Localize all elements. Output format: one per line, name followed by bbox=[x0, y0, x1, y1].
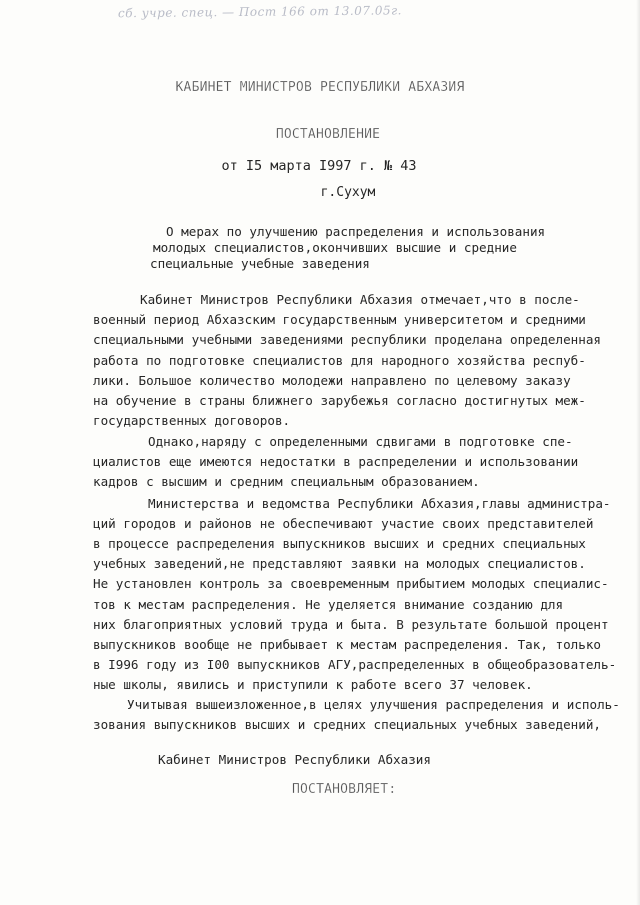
body-line: Кабинет Министров Республики Абхазия отмечает,что в после- bbox=[140, 292, 580, 307]
body-line: выпускников вообще не прибывает к местам распределения. Так, только bbox=[93, 637, 601, 652]
subject-line: молодых специалистов,окончивших высшие и средние bbox=[153, 240, 517, 255]
subject-line: О мерах по улучшению распределения и использования bbox=[166, 224, 546, 239]
body-line: лики. Большое количество молодежи направлено по целевому заказу bbox=[93, 373, 571, 388]
body-line: Министерства и ведомства Республики Абхазия,главы администра- bbox=[148, 496, 611, 511]
date-and-number: от I5 марта I997 г. № 43 bbox=[221, 158, 417, 174]
scan-edge-shadow bbox=[636, 0, 640, 905]
body-line: Однако,наряду с определенными сдвигами в подготовке спе- bbox=[148, 434, 573, 449]
body-line: Не установлен контроль за своевременным прибытием молодых специалис- bbox=[93, 576, 609, 591]
cabinet-heading: КАБИНЕТ МИНИСТРОВ РЕСПУБЛИКИ АБХАЗИЯ bbox=[175, 80, 465, 95]
body-line: тов к местам распределения. Не уделяется внимание созданию для bbox=[93, 597, 564, 612]
body-line: на обучение в страны ближнего зарубежья согласно достигнутых меж- bbox=[93, 393, 586, 408]
handwritten-note: сб. учре. спец. — Пост 166 от 13.07.05г. bbox=[117, 3, 403, 21]
body-line: работа по подготовке специалистов для народного хозяйства респуб- bbox=[93, 353, 586, 368]
body-line: в I996 году из I00 выпускников АГУ,распределенных в общеобразователь- bbox=[93, 657, 617, 672]
body-line: Учитывая вышеизложенное,в целях улучшения распределения и исполь- bbox=[127, 697, 620, 712]
city: г.Сухум bbox=[320, 185, 376, 200]
body-line: кадров с высшим и средним специальным образованием. bbox=[93, 474, 480, 489]
subject-line: специальные учебные заведения bbox=[150, 256, 370, 271]
closing-authority: Кабинет Министров Республики Абхазия bbox=[158, 752, 431, 767]
body-line: них благоприятных условий труда и быта. В результате большой процент bbox=[93, 617, 609, 632]
body-line: специальными учебными заведениями республики проделана определенная bbox=[93, 332, 601, 347]
body-line: ные школы, явились и приступили к работе всего 37 человек. bbox=[93, 677, 533, 692]
document-type: ПОСТАНОВЛЕНИЕ bbox=[275, 127, 381, 142]
body-line: военный период Абхазским государственным университетом и средними bbox=[93, 312, 586, 327]
body-line: ций городов и районов не обеспечивают участие своих представителей bbox=[93, 516, 594, 531]
body-line: государственных договоров. bbox=[93, 413, 291, 428]
body-line: в процессе распределения выпускников высших и средних специальных bbox=[93, 536, 586, 551]
resolves-heading: ПОСТАНОВЛЯЕТ: bbox=[292, 782, 397, 797]
body-line: циалистов еще имеются недостатки в распределении и использовании bbox=[93, 454, 579, 469]
body-line: зования выпускников высших и средних специальных учебных заведений, bbox=[93, 717, 601, 732]
body-line: учебных заведений,не представляют заявки на молодых специалистов. bbox=[93, 556, 586, 571]
